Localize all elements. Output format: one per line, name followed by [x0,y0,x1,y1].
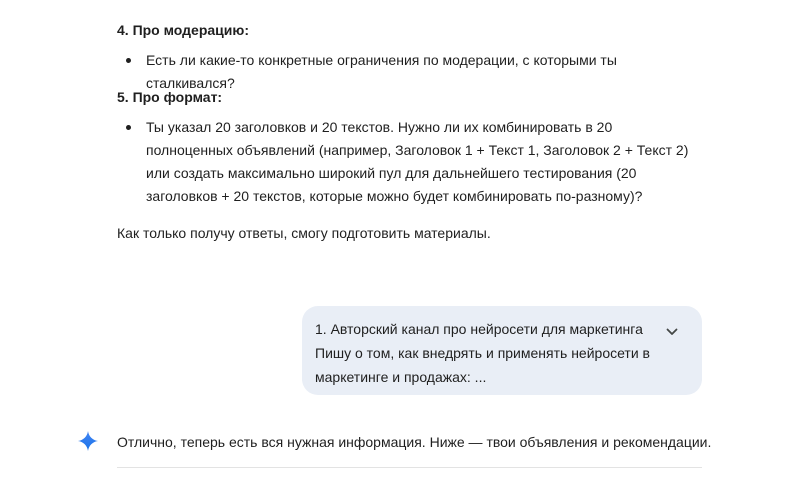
user-message-line: маркетинге и продажах: ... [315,369,487,385]
expand-message-button[interactable] [662,322,682,342]
user-message-text [315,317,655,389]
divider [117,467,702,468]
bullet-dot [126,58,131,63]
user-message-bubble [302,306,702,395]
assistant-reply-text: Отлично, теперь есть вся нужная информация. Ниже — твои объявления и рекомендации. [117,434,712,450]
bullet-text: Есть ли какие-то конкретные ограничения по модерации, с которыми ты сталкивался? [146,52,617,91]
gemini-sparkle-icon [78,431,98,451]
user-message-line: 1. Авторский канал про нейросети для маркетинга [315,321,643,337]
bullet-text: Ты указал 20 заголовков и 20 текстов. Нужно ли их комбинировать в 20 полноценных объявлений (например, Заголовок 1 + Текст 1, Заголовок 2 + Текст 2) или создать максимально широкий пул для дальнейшего тестирования (20 заголовков + 20 текстов, которые можно будет комбинировать по-разному)? [146,119,689,204]
closing-message: Как только получу ответы, смогу подготовить материалы. [117,225,491,241]
chevron-down-icon [666,328,678,336]
user-message-line: Пишу о том, как внедрять и применять нейросети в [315,345,650,361]
section-heading-moderation: 4. Про модерацию: [117,22,250,38]
section-heading-format: 5. Про формат: [117,89,223,105]
bullet-dot [126,125,131,130]
list-item [126,116,696,208]
